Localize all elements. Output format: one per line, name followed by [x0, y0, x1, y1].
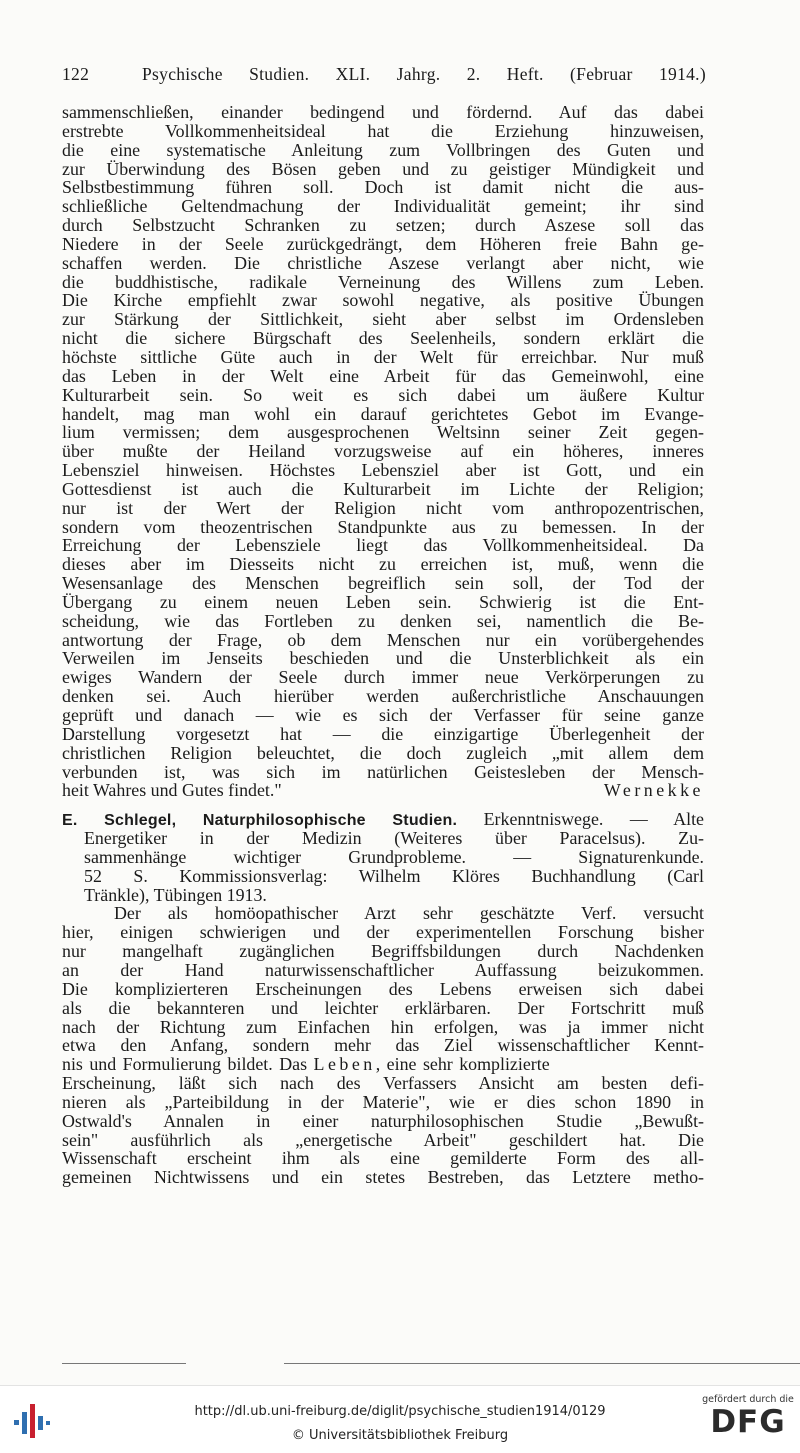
text-line: christlichen Religion beleuchtet, die doch zugleich „mit allem dem [62, 742, 704, 763]
cut-line-left [62, 1363, 186, 1364]
running-title: Psychische Studien. XLI. Jahrg. 2. Heft. (Februar 1914.) [142, 64, 706, 84]
text-line: Gottesdienst ist auch die Kulturarbeit im Lichte der Religion; [62, 478, 704, 499]
review-heading: E. Schlegel, Naturphilosophische Studien. [62, 812, 458, 830]
review-text-line: Erscheinung, läßt sich nach des Verfassers Ansicht am besten defi- [62, 1073, 704, 1094]
viewer-footer [0, 1385, 800, 1453]
copyright-notice: © Universitätsbibliothek Freiburg [291, 1428, 509, 1443]
text-line: Die Kirche empfiehlt zwar sowohl negative, als positive Übungen [62, 290, 704, 311]
review-entry-line: Energetiker in der Medizin (Weiteres über Paracelsus). Zu- [84, 828, 704, 849]
review-text-part: nis und Formulierung bildet. Das [62, 1054, 308, 1075]
review-text-line: Ostwald's Annalen in einer naturphilosophischen Studie „Bewußt- [62, 1110, 704, 1131]
review-text-line: an der Hand naturwissenschaftlicher Auffassung beizukommen. [62, 959, 704, 980]
page-body [62, 103, 704, 1187]
review-text-line: nach der Richtung zum Einfachen hin erfolgen, was ja immer nicht [62, 1016, 704, 1037]
review-text-line: etwa den Anfang, sondern mehr das Ziel wissenschaftlicher Kennt- [62, 1035, 704, 1056]
text-line: höchste sittliche Güte auch in der Welt für erreichbar. Nur muß [62, 346, 704, 367]
text-line: Lebensziel hinweisen. Höchstes Lebensziel aber ist Gott, und ein [62, 460, 704, 481]
text-line: Kulturarbeit sein. So weit es sich dabei um äußere Kultur [62, 384, 704, 405]
text-line: nicht die sichere Bürgschaft des Seelenheils, sondern erklärt die [62, 328, 704, 349]
review-text-line: sein" ausführlich als „energetische Arbeit" geschildert hat. Die [62, 1129, 704, 1150]
funder-logo-text: DFG [710, 1404, 786, 1440]
text-line: schaffen werden. Die christliche Aszese verlangt aber nicht, wie [62, 252, 704, 273]
text-line: nur ist der Wert der Religion nicht vom anthropozentrischen, [62, 497, 704, 518]
text-line: über mußte der Heiland vorzugsweise auf ein höheres, inneres [62, 441, 704, 462]
running-header [62, 64, 706, 88]
text-line: scheidung, wie das Fortleben zu denken sei, namentlich die Be- [62, 610, 704, 631]
dfg-logo[interactable] [702, 1394, 794, 1450]
text-line: durch Selbstzucht Schranken zu setzen; durch Aszese soll das [62, 215, 704, 236]
text-line: erstrebte Vollkommenheitsideal hat die Erziehung hinzuweisen, [62, 120, 704, 141]
review-text-line: Der als homöopathischer Arzt sehr geschätzte Verf. versucht [114, 903, 704, 924]
review-text-part: , eine sehr komplizierte [375, 1054, 550, 1075]
review-text-line: als die bekannteren und leichter erklärbaren. Der Fortschritt muß [62, 997, 704, 1018]
text-line: Wesensanlage des Menschen begreiflich sein soll, der Tod der [62, 573, 704, 594]
text-line: lium vermissen; dem ausgesprochenen Weltsinn seiner Zeit gegen- [62, 422, 704, 443]
text-line: antwortung der Frage, ob dem Menschen nur ein vorübergehendes [62, 629, 704, 650]
review-entry-line: sammenhänge wichtiger Grundprobleme. — Signaturenkunde. [84, 846, 704, 867]
text-line: Selbstbestimmung führen soll. Doch ist damit nicht die aus- [62, 177, 704, 198]
review-text-line: nur mangelhaft zugänglichen Begriffsbildungen durch Nachdenken [62, 941, 704, 962]
text-line: Übergang zu einem neuen Leben sein. Schwierig ist die Ent- [62, 591, 704, 612]
page-url-link[interactable]: http://dl.ub.uni-freiburg.de/diglit/psychische_studien1914/0129 [194, 1404, 606, 1419]
review-entry-first-line [62, 810, 704, 829]
text-line-end: heit Wahres und Gutes findet." [62, 780, 282, 801]
review-entry-line: Tränkle), Tübingen 1913. [84, 884, 267, 905]
review-text-line: Die komplizierteren Erscheinungen des Lebens erweisen sich dabei [62, 978, 704, 999]
text-line: geprüft und danach — wie es sich der Verfasser für seine ganze [62, 705, 704, 725]
text-line: zur Überwindung des Bösen geben und zu geistiger Mündigkeit und [62, 158, 704, 179]
review-text-line-spaced [62, 1055, 704, 1074]
text-line: schließliche Geltendmachung der Individualität gemeint; ihr sind [62, 196, 704, 217]
text-line-signed [62, 781, 704, 800]
reviewer-signature: Wernekke [603, 780, 704, 801]
review-entry-line: 52 S. Kommissionsverlag: Wilhelm Klöres Buchhandlung (Carl [84, 865, 704, 886]
text-line: Darstellung vorgesetzt hat — die einzigartige Überlegenheit der [62, 723, 704, 744]
review-subtitle-start: Erkenntniswege. — Alte [483, 809, 705, 830]
text-line: Erreichung der Lebensziele liegt das Vollkommenheitsideal. Da [62, 535, 704, 556]
review-text-line: gemeinen Nichtwissens und ein stetes Bestreben, das Letztere metho- [62, 1167, 704, 1188]
cut-line-right [284, 1363, 800, 1364]
page-number: 122 [62, 64, 90, 84]
text-line: Niedere in der Seele zurückgedrängt, dem Höheren freie Bahn ge- [62, 233, 704, 254]
text-line: sammenschließen, einander bedingend und fördernd. Auf das dabei [62, 102, 704, 122]
review-text-line: hier, einigen schwierigen und der experimentellen Forschung bisher [62, 922, 704, 943]
text-line: ewiges Wandern der Seele durch immer neue Verkörperungen zu [62, 667, 704, 688]
text-line: verbunden ist, was sich im natürlichen Geistesleben der Mensch- [62, 761, 704, 782]
funding-note: gefördert durch die [702, 1394, 794, 1405]
text-line: das Leben in der Welt eine Arbeit für das Gemeinwohl, eine [62, 365, 704, 386]
text-line: die buddhistische, radikale Verneinung des Willens zum Leben. [62, 271, 704, 292]
text-line: zur Stärkung der Sittlichkeit, sieht aber selbst im Ordensleben [62, 309, 704, 330]
text-line: die eine systematische Anleitung zum Vollbringen des Guten und [62, 139, 704, 160]
text-line: sondern vom theozentrischen Standpunkte aus zu bemessen. In der [62, 516, 704, 537]
text-line: Verweilen im Jenseits beschieden und die Unsterblichkeit als ein [62, 648, 704, 669]
review-text-line: nieren als „Parteibildung in der Materie", wie er dies schon 1890 in [62, 1091, 704, 1112]
text-line: dieses aber im Diesseits nicht zu erreichen ist, muß, wenn die [62, 554, 704, 575]
review-text-line: Wissenschaft erscheint ihm als eine gemilderte Form des all- [62, 1148, 704, 1169]
text-line: handelt, mag man wohl ein darauf gerichtetes Gebot im Evange- [62, 403, 704, 424]
emphasis-word: Leben [313, 1054, 376, 1075]
text-line: denken sei. Auch hierüber werden außerchristliche Anschauungen [62, 686, 704, 707]
